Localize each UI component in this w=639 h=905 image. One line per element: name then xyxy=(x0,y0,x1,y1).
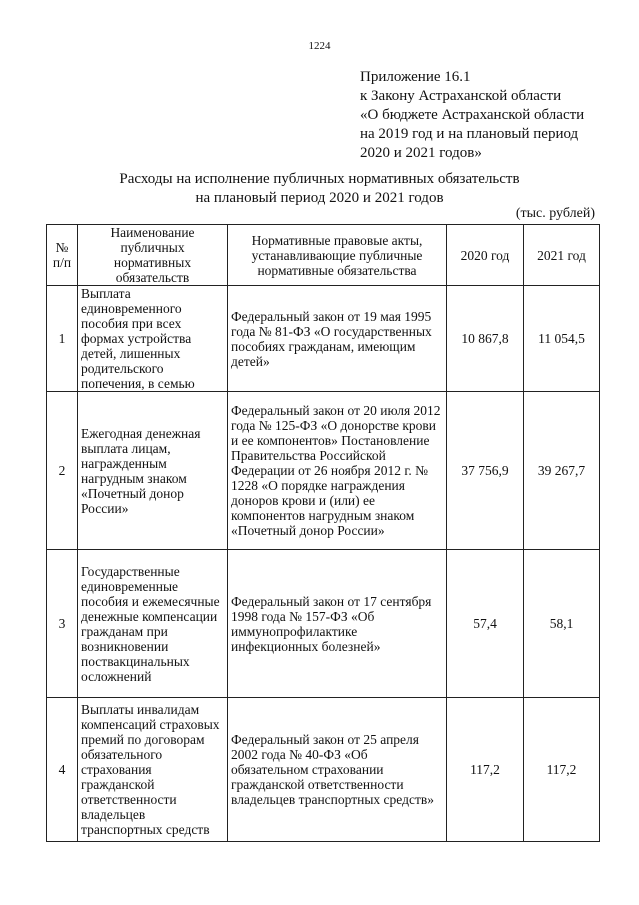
cell-name: Выплата единовременного пособия при всех формах устройства детей, лишенных родительского попечения, в семью xyxy=(78,286,228,392)
title-line-2: на плановый период 2020 и 2021 годов xyxy=(195,190,444,206)
appendix-line: на 2019 год и на плановый период xyxy=(360,126,579,142)
page-number: 1224 xyxy=(308,40,331,52)
header-2020: 2020 год xyxy=(447,225,524,286)
cell-2021: 58,1 xyxy=(524,550,600,698)
table-row xyxy=(47,550,600,698)
header-num: № п/п xyxy=(47,225,78,286)
obligations-table xyxy=(46,224,600,842)
cell-2020: 117,2 xyxy=(447,698,524,842)
cell-num: 3 xyxy=(47,550,78,698)
table-row xyxy=(47,286,600,392)
appendix-line: 2020 и 2021 годов» xyxy=(360,145,482,161)
unit-label: (тыс. рублей) xyxy=(515,206,595,221)
header-2021: 2021 год xyxy=(524,225,600,286)
cell-2020: 37 756,9 xyxy=(447,392,524,550)
cell-2021: 11 054,5 xyxy=(524,286,600,392)
table-row xyxy=(47,698,600,842)
cell-name: Ежегодная денежная выплата лицам, награжденным нагрудным знаком «Почетный донор России» xyxy=(78,392,228,550)
cell-num: 2 xyxy=(47,392,78,550)
appendix-line: к Закону Астраханской области xyxy=(360,88,562,104)
appendix-line: Приложение 16.1 xyxy=(360,69,471,85)
header-name: Наименование публичных нормативных обязательств xyxy=(78,225,228,286)
cell-acts: Федеральный закон от 19 мая 1995 года № 81-ФЗ «О государственных пособиях гражданам, имеющим детей» xyxy=(228,286,447,392)
document-title xyxy=(0,170,639,208)
cell-num: 4 xyxy=(47,698,78,842)
cell-name: Государственные единовременные пособия и ежемесячные денежные компенсации гражданам при возникновении поствакцинальных осложнений xyxy=(78,550,228,698)
header-acts: Нормативные правовые акты, устанавливающие публичные нормативные обязательства xyxy=(228,225,447,286)
cell-2020: 10 867,8 xyxy=(447,286,524,392)
table-header-row xyxy=(47,225,600,286)
table-row xyxy=(47,392,600,550)
cell-2021: 117,2 xyxy=(524,698,600,842)
appendix-header xyxy=(360,68,584,163)
appendix-line: «О бюджете Астраханской области xyxy=(360,107,585,123)
cell-acts: Федеральный закон от 17 сентября 1998 года № 157-ФЗ «Об иммунопрофилактике инфекционных болезней» xyxy=(228,550,447,698)
cell-2020: 57,4 xyxy=(447,550,524,698)
cell-num: 1 xyxy=(47,286,78,392)
title-line-1: Расходы на исполнение публичных нормативных обязательств xyxy=(119,171,520,187)
cell-acts: Федеральный закон от 20 июля 2012 года № 125-ФЗ «О донорстве крови и ее компонентов» Постановление Правительства Российской Федерации от 26 ноября 2012 г. № 1228 «О порядке награждения доноров крови и (или) ее компонентов нагрудным знаком «Почетный донор России» xyxy=(228,392,447,550)
cell-name: Выплаты инвалидам компенсаций страховых премий по договорам обязательного страхования гражданской ответственности владельцев транспортных средств xyxy=(78,698,228,842)
cell-acts: Федеральный закон от 25 апреля 2002 года № 40-ФЗ «Об обязательном страховании гражданской ответственности владельцев транспортных средств» xyxy=(228,698,447,842)
cell-2021: 39 267,7 xyxy=(524,392,600,550)
